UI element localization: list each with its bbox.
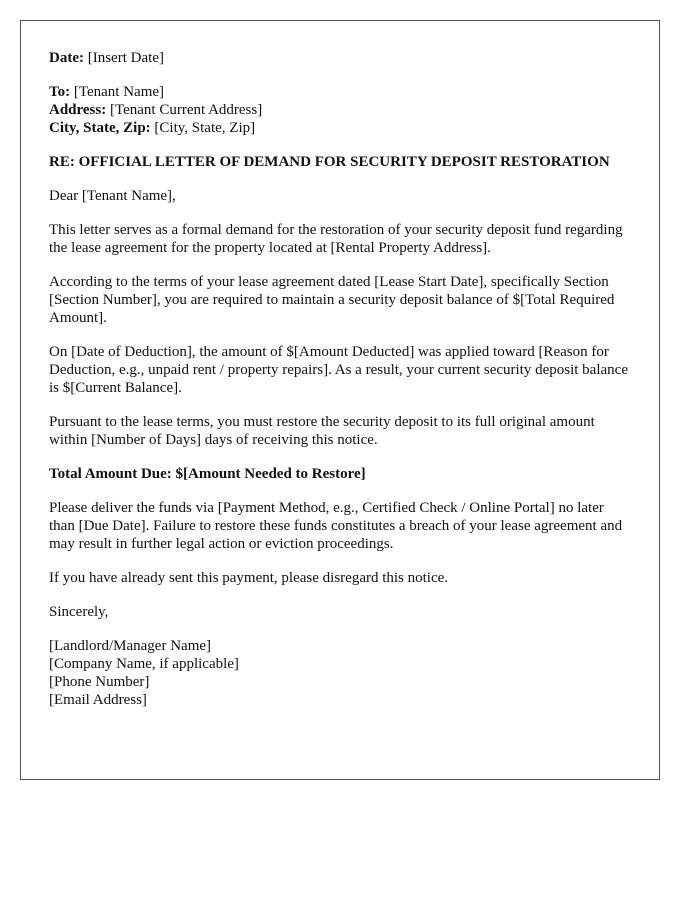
- body-paragraph-5: Please deliver the funds via [Payment Method, e.g., Certified Check / Online Portal] no later than [Due Date]. Failure to restore these funds constitutes a breach of your lease agreement and may result in further legal action or eviction proceedings.: [49, 500, 623, 552]
- city-value: [City, State, Zip]: [154, 120, 256, 136]
- signature-email: [Email Address]: [49, 692, 147, 708]
- to-line: [49, 83, 631, 101]
- date-value: [Insert Date]: [87, 50, 164, 66]
- subject-heading: RE: OFFICIAL LETTER OF DEMAND FOR SECURITY DEPOSIT RESTORATION: [49, 154, 610, 170]
- city-line: [49, 119, 631, 137]
- to-value: [Tenant Name]: [73, 84, 165, 100]
- date-label: Date:: [49, 50, 84, 66]
- body-paragraph-6: If you have already sent this payment, please disregard this notice.: [49, 570, 449, 586]
- date-line: [49, 49, 631, 67]
- total-amount-due: Total Amount Due: $[Amount Needed to Restore]: [49, 466, 366, 482]
- body-paragraph-2: According to the terms of your lease agreement dated [Lease Start Date], specifically Section [Section Number], you are required to maintain a security deposit balance of $[Total Required Amount].: [49, 274, 615, 326]
- recipient-block: [49, 83, 631, 137]
- closing: Sincerely,: [49, 604, 109, 620]
- signature-company: [Company Name, if applicable]: [49, 656, 239, 672]
- salutation: Dear [Tenant Name],: [49, 188, 176, 204]
- address-line: [49, 101, 631, 119]
- signature-phone: [Phone Number]: [49, 674, 150, 690]
- to-label: To:: [49, 84, 71, 100]
- body-paragraph-4: Pursuant to the lease terms, you must restore the security deposit to its full original amount within [Number of Days] days of receiving this notice.: [49, 414, 595, 448]
- address-label: Address:: [49, 102, 107, 118]
- signature-name: [Landlord/Manager Name]: [49, 638, 212, 654]
- body-paragraph-3: On [Date of Deduction], the amount of $[Amount Deducted] was applied toward [Reason for Deduction, e.g., unpaid rent / property repairs]. As a result, your current security deposit balance is $[Current Balance].: [49, 344, 628, 396]
- city-label: City, State, Zip:: [49, 120, 151, 136]
- signature-block: [49, 637, 631, 709]
- address-value: [Tenant Current Address]: [109, 102, 263, 118]
- body-paragraph-1: This letter serves as a formal demand for the restoration of your security deposit fund regarding the lease agreement for the property located at [Rental Property Address].: [49, 222, 623, 256]
- letter-page: [20, 20, 660, 780]
